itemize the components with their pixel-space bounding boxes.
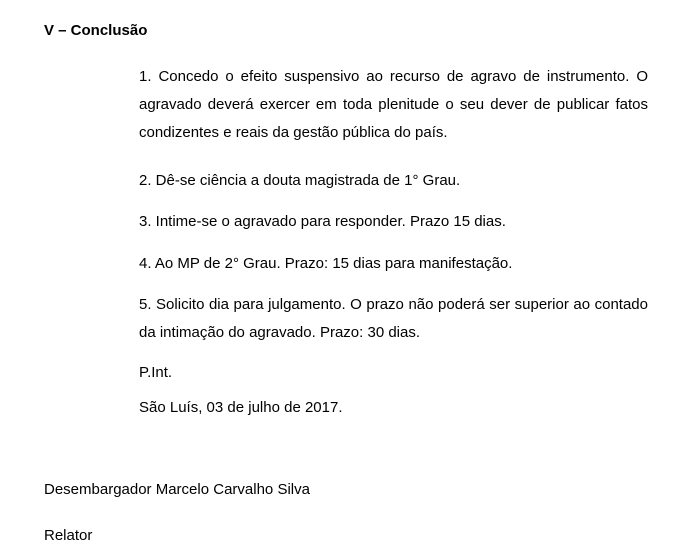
signatory-name: Desembargador Marcelo Carvalho Silva	[44, 481, 310, 498]
section-heading: V – Conclusão	[44, 22, 148, 39]
conclusion-item-4: 4. Ao MP de 2° Grau. Prazo: 15 dias para manifestação.	[139, 255, 513, 272]
conclusion-item-1: 1. Concedo o efeito suspensivo ao recurso de agravo de instrumento. O agravado deverá exercer em toda plenitude o seu dever de publicar fatos condizentes e reais da gestão pública do país.	[139, 68, 648, 141]
signatory-role: Relator	[44, 527, 93, 544]
conclusion-item-3: 3. Intime-se o agravado para responder. Prazo 15 dias.	[139, 213, 506, 230]
conclusion-item-2: 2. Dê-se ciência a douta magistrada de 1° Grau.	[139, 172, 461, 189]
place-date: São Luís, 03 de julho de 2017.	[139, 399, 343, 416]
closing-formula: P.Int.	[139, 364, 173, 381]
conclusion-item-5: 5. Solicito dia para julgamento. O prazo não poderá ser superior ao contado da intimação do agravado. Prazo: 30 dias.	[139, 296, 648, 341]
